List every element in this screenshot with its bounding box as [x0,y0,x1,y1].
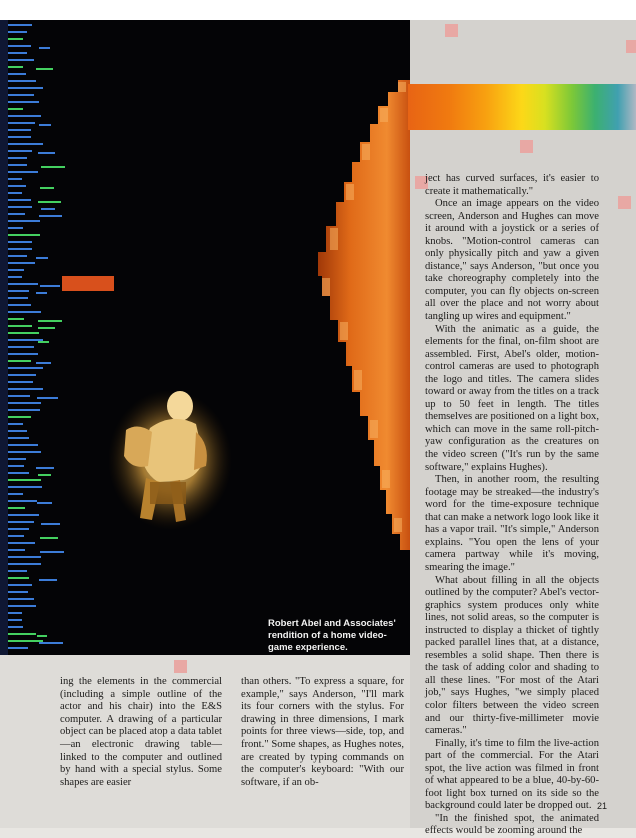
photo-caption: Robert Abel and Associates' rendition of a home video-game experience. [268,618,396,653]
marker-square [626,40,636,53]
pixel-stripe [8,451,41,453]
seated-figure [108,390,232,530]
pixel-stripe [8,66,23,68]
pixel-stripe [8,199,31,201]
pixel-stripe [8,332,39,334]
pixel-stripe [8,143,43,145]
pixel-stripe [38,320,62,322]
pixel-stripe [8,24,32,26]
pixel-stripe [8,472,29,474]
pixel-stripe [8,416,31,418]
pixel-stripe [38,201,61,203]
pixel-stripe [8,584,32,586]
stepped-orange-shape [318,80,410,550]
pixel-stripe [8,304,31,306]
pixel-stripe [8,402,41,404]
pixel-stripe [8,276,22,278]
pixel-stripe [8,255,27,257]
pixel-stripe [8,262,35,264]
pixel-stripe [8,346,34,348]
pixel-stripe [8,178,22,180]
pixel-stripe [8,220,40,222]
pixel-stripe [8,101,39,103]
pixel-stripe [8,31,27,33]
pixel-stripe [8,423,23,425]
pixel-stripe [8,185,26,187]
pixel-stripe [8,458,26,460]
marker-square [618,196,631,209]
pixel-stripe [8,297,28,299]
pixel-stripe [8,164,27,166]
article-paragraph: ject has curved surfaces, it's easier to create it mathematically." [425,173,599,197]
pixel-stripe [8,290,29,292]
pixel-stripe [8,73,26,75]
pixel-stripe [8,556,41,558]
pixel-stripe [41,208,55,210]
pixel-stripe [40,551,64,553]
pixel-stripe [8,38,23,40]
pixel-stripe [40,537,58,539]
pixel-stripe [38,327,55,329]
pixel-stripe [8,633,36,635]
pixel-stripe [39,579,57,581]
pixel-stripe [8,465,24,467]
pixel-stripe [36,292,47,294]
pixel-stripe [8,626,23,628]
pixel-stripe [8,45,31,47]
rainbow-gradient-bar [408,84,636,130]
pixel-stripe [8,234,40,236]
pixel-stripe [8,486,42,488]
marker-square [445,24,458,37]
pixel-stripe [8,409,40,411]
pixel-stripe [40,187,54,189]
pixel-stripe [8,248,32,250]
page-top-edge [0,0,636,20]
pixel-stripe [8,521,34,523]
pixel-stripe [8,395,30,397]
pixel-stripe [41,523,60,525]
pixel-stripe [8,59,34,61]
page-number: 21 [597,801,608,811]
pixel-stripe [8,605,36,607]
pixel-stripe [8,619,22,621]
pixel-stripe [8,339,43,341]
pixel-stripe [8,647,28,649]
pixel-stripe [8,171,38,173]
pixel-stripe [8,115,41,117]
pixel-stripe [8,87,43,89]
video-game-rendition-photo [0,20,410,655]
pixel-stripe [40,285,60,287]
pixel-stripe [8,192,22,194]
article-paragraph: "In the finished spot, the animated effects would be zooming around the [425,812,599,837]
pixel-stripe [36,362,51,364]
pixel-stripe [38,474,51,476]
pixel-stripe [37,502,52,504]
pixel-stripe [8,136,31,138]
pixel-stripe [8,381,33,383]
pixel-stripe [37,635,47,637]
pixel-stripe [8,542,35,544]
pixel-stripe [8,80,36,82]
pixel-stripe [8,374,36,376]
pixel-stripe [8,514,39,516]
article-column-2 [241,676,404,789]
pixel-stripe [8,283,38,285]
pixel-stripe [8,437,29,439]
pixel-stripe [8,241,32,243]
pixel-stripe [36,68,53,70]
pixel-stripes [0,20,70,655]
pixel-stripe [8,269,24,271]
pixel-stripe [36,467,54,469]
pixel-stripe [8,52,27,54]
pixel-stripe [8,367,43,369]
article-paragraph: than others. "To express a square, for example," says Anderson, "I'll mark its four corners with the stylus. For drawing in three dimensions, I mark points for three views—side, top, and front." Some shapes, as Hughes notes, are created by typing commands on the computer's keyboard: "With our software, if an ob- [241,676,404,788]
pixel-stripe [8,430,27,432]
pixel-stripe [8,549,25,551]
pixel-stripe [8,570,27,572]
marker-square [174,660,187,673]
pixel-stripe [8,213,25,215]
article-column-3 [425,173,599,838]
pixel-stripe [8,577,29,579]
pixel-stripe [37,397,58,399]
pixel-stripe [8,563,41,565]
pixel-stripe [8,150,32,152]
pixel-stripe [39,215,62,217]
pixel-stripe [8,507,25,509]
pixel-stripe [8,640,43,642]
pixel-stripe [8,598,34,600]
pixel-stripe [8,129,31,131]
pixel-stripe [8,479,41,481]
pixel-stripe [8,318,24,320]
article-paragraph: Once an image appears on the video screen, Anderson and Hughes can move it around with a joystick or a series of knobs. "Motion-control cameras can only physically pitch and yaw a given distance," says Anderson, "but once you take choreography completely into the computer, you can fly objects on-screen all over the place and not worry about tangling up wires and equipment." [425,198,599,323]
article-paragraph: ing the elements in the commercial (including a simple outline of the actor and his chair) into the E&S computer. A drawing of a particular object can be placed atop a data tablet—an electronic drawing table—linked to the computer and outlined by hand with a special stylus. Some shapes are easier [60,676,222,788]
pixel-stripe [8,353,38,355]
article-paragraph: With the animatic as a guide, the elements for the final, on-film shoot are assembled. First, Abel's older, motion-control cameras are used to photograph the logo and titles. The camera slides toward or away from the titles on a track up to 50 feet in length. The titles themselves are positioned on a light box, which can move in the same roll-pitch-yaw configuration as the creatures on the video screen ("It's run by the same software," explains Hughes). [425,323,599,473]
pixel-stripe [8,108,23,110]
pixel-stripe [8,535,24,537]
pixel-stripe [8,157,27,159]
pixel-stripe [8,94,34,96]
pixel-stripe [8,444,38,446]
article-column-1 [60,676,222,789]
pixel-stripe [39,47,50,49]
article-paragraph: What about filling in all the objects outlined by the computer? Abel's vector-graphics system produces only white lines, not solid areas, so the computer is instructed to display a thicket of tightly packed parallel lines that, at a distance, resembles a solid shape. Then there is the task of adding color and shading to all these lines. "For most of the Atari job," says Hughes, "we simply placed color filters between the video screen and our thirty-five-millimeter movie cameras." [425,574,599,737]
pixel-stripe [8,528,29,530]
pixel-stripe [8,493,23,495]
article-paragraph: Finally, it's time to film the live-action part of the commercial. For the Atari spot, the live action was filmed in front of what appeared to be a blue, 40-by-60-foot light box turned on its side so the background could later be dropped out. [425,737,599,812]
pixel-stripe [8,388,43,390]
pixel-stripe [38,341,49,343]
pixel-stripe [8,122,35,124]
pixel-stripe [39,124,51,126]
pixel-stripe [38,152,55,154]
pixel-stripe [36,257,48,259]
pixel-stripe [41,166,65,168]
pixel-stripe [8,325,32,327]
pixel-stripe [8,227,23,229]
marker-square [520,140,533,153]
pixel-stripe [39,642,63,644]
pixel-stripe [8,311,41,313]
pixel-stripe [8,206,32,208]
pixel-stripe [8,612,22,614]
pixel-stripe [8,360,31,362]
pixel-stripe [8,500,37,502]
article-paragraph: Then, in another room, the resulting footage may be streaked—the industry's word for the time-exposure technique that can make a network logo look like it has a vapor trail. "It's simple," Anderson explains. "You open the lens of your camera partway while it's moving, smearing the image." [425,474,599,573]
pixel-stripe [8,591,28,593]
